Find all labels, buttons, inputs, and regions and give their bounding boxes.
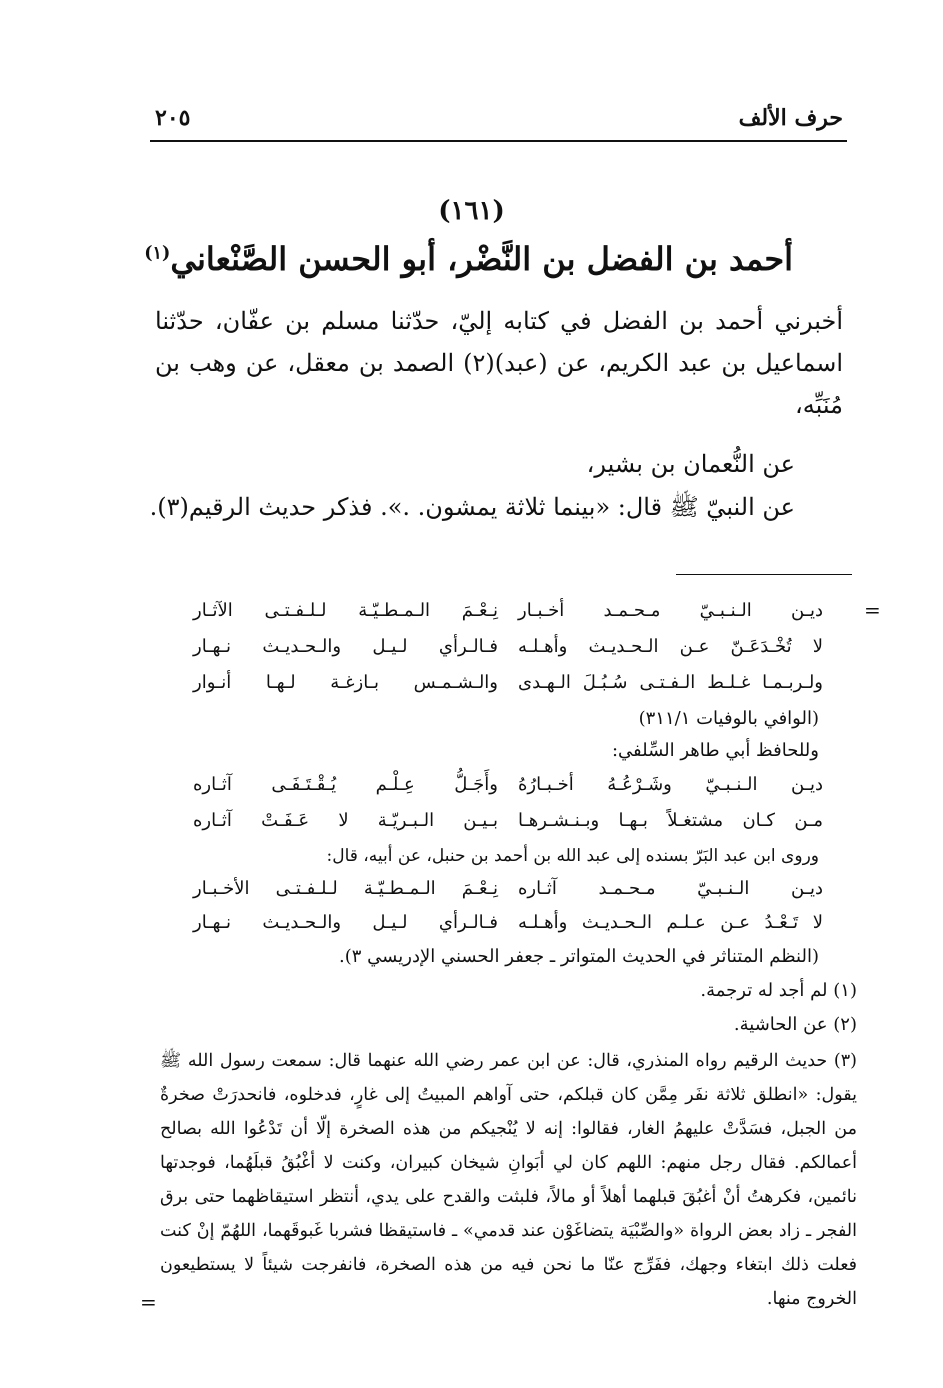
entry-title (144, 240, 793, 278)
running-header (155, 105, 843, 135)
poem-intro: وللحافظ أبي طاهر السِّلفي: (611, 740, 819, 761)
verse-first-half: لا تَـعْـدُ عـن عـلـم الـحـديـث وأهـلـه (518, 912, 823, 933)
poem-source: (النظم المتناثر في الحديث المتواتر ـ جعفر الحسني الإدريسي ٣). (339, 946, 819, 967)
poem-verse (193, 636, 823, 672)
poem-verse (193, 600, 823, 636)
section-title: حرف الألف (738, 105, 843, 131)
verse-first-half: لا تُخْـدَعَـنّ عـن الـحـديـث وأهـلـه (518, 636, 823, 657)
footnote-1: (١) لم أجد له ترجمة. (700, 980, 857, 1001)
footnote-2: (٢) عن الحاشية. (733, 1014, 857, 1035)
verse-first-half: ديـن الـنـبـيّ مـحـمـد أخـبـار (518, 600, 823, 621)
verse-first-half: ولـربـمـا غـلـط الـفـتـى سُـبُـلَ الـهـدى (518, 672, 823, 693)
poem-verse (193, 878, 823, 914)
footnote-separator (676, 574, 852, 575)
poem-intro: وروى ابن عبد البَرّ بسنده إلى عبد الله بن أحمد بن حنبل، عن أبيه، قال: (326, 846, 819, 866)
verse-first-half: ديـن الـنـبـيّ مـحـمـد آثـاره (518, 878, 823, 899)
verse-second-half: فـالـرأي لـيـل والـحـديـث نـهـار (193, 912, 498, 933)
verse-second-half: وأَجَـلُّ عِـلْـم يُـقْـتَـفَـى آثـاره (193, 774, 498, 795)
poem-verse (193, 810, 823, 846)
entry-title-note: (١) (144, 242, 171, 264)
page-number: ٢٠٥ (155, 105, 191, 131)
entry-title-text: أحمد بن الفضل بن النَّضْر، أبو الحسن الصَّنْعاني (170, 240, 793, 278)
footnote-3: (٣) حديث الرقيم رواه المنذري، قال: عن ابن عمر رضي الله عنهما قال: سمعت رسول الله ﷺ يقول: «انطلق ثلاثة نفَر مِمَّن كان قبلكم، حتى آواهم المبيتُ إلى غارٍ، فدخلوه، فانحدرَتْ صخرةٌ من الجبل، فسَدَّتْ عليهمُ الغار، فقالوا: إنه لا يُنْجيكم من هذه الصخرة إلّا أن تَدْعُوا الله بصالح أعمالكم. فقال رجل منهم: اللهم كان لي أبَوانِ شيخان كبيران، وكنت لا أغْبُقُ قبلَهُما، فوجدتها نائمين، فكرهتُ أنْ أغبُقَ قبلهما أهلاً أو مالاً، فلبثت والقدح على يدي، أنتظر استيقاظهما حتى برق الفجر ـ زاد بعض الرواة «والصِّبْيَة يتضاغَوْن عند قدمي» ـ فاستيقظا فشربا غَبوقَهما، اللهُمّ إنْ كنت فعلت ذلك ابتغاء وجهك، ففَرِّج عنّا ما نحن فيه من هذه الصخرة، فانفرجت شيئاً لا يستطيعون الخروج منها. (160, 1051, 857, 1309)
verse-second-half: بـيـن الـبـريّـة لا عَـفَـتْ آثـاره (193, 810, 498, 831)
entry-number: (١٦١) (438, 196, 505, 226)
isnad-paragraph: أخبرني أحمد بن الفضل في كتابه إليّ، حدّثنا مسلم بن عفّان، حدّثنا اسماعيل بن عبد الكريم، عن (عبد)(٢) الصمد بن معقل، عن وهب بن مُنَبِّه، (155, 307, 844, 419)
verse-second-half: والـشـمـس بـازغـة لـهـا أنـوار (193, 672, 498, 693)
poem-verse (193, 672, 823, 708)
isnad-line-nuaman: عن النُّعمان بن بشير، (586, 450, 795, 478)
verse-first-half: ديـن الـنـبـيّ وشَـرْعُـهُ أخـبـارُهُ (518, 774, 823, 795)
poem-verse (193, 912, 823, 948)
continuation-mark-top: = (864, 598, 881, 622)
continuation-mark-bottom: = (140, 1290, 157, 1314)
verse-first-half: مـن كـان مشتغـلاً بـهـا وبـنـشـرهـا (518, 810, 823, 831)
verse-second-half: نِـعْـمَ الـمـطـيّـة لـلـفـتـى الآثـار (193, 600, 498, 621)
header-rule (150, 140, 847, 142)
poem-source: (الوافي بالوفيات ٣١١/١) (638, 708, 819, 729)
verse-second-half: فـالـرأي لـيـل والـحـديـث نـهـار (193, 636, 498, 657)
verse-second-half: نِـعْـمَ الـمـطـيّـة لـلـفـتـى الأخـبـار (193, 878, 498, 899)
hadith-line: عن النبيّ ﷺ قال: «بينما ثلاثة يمشون. .». فذكر حديث الرقيم(٣). (149, 493, 795, 521)
poem-verse (193, 774, 823, 810)
